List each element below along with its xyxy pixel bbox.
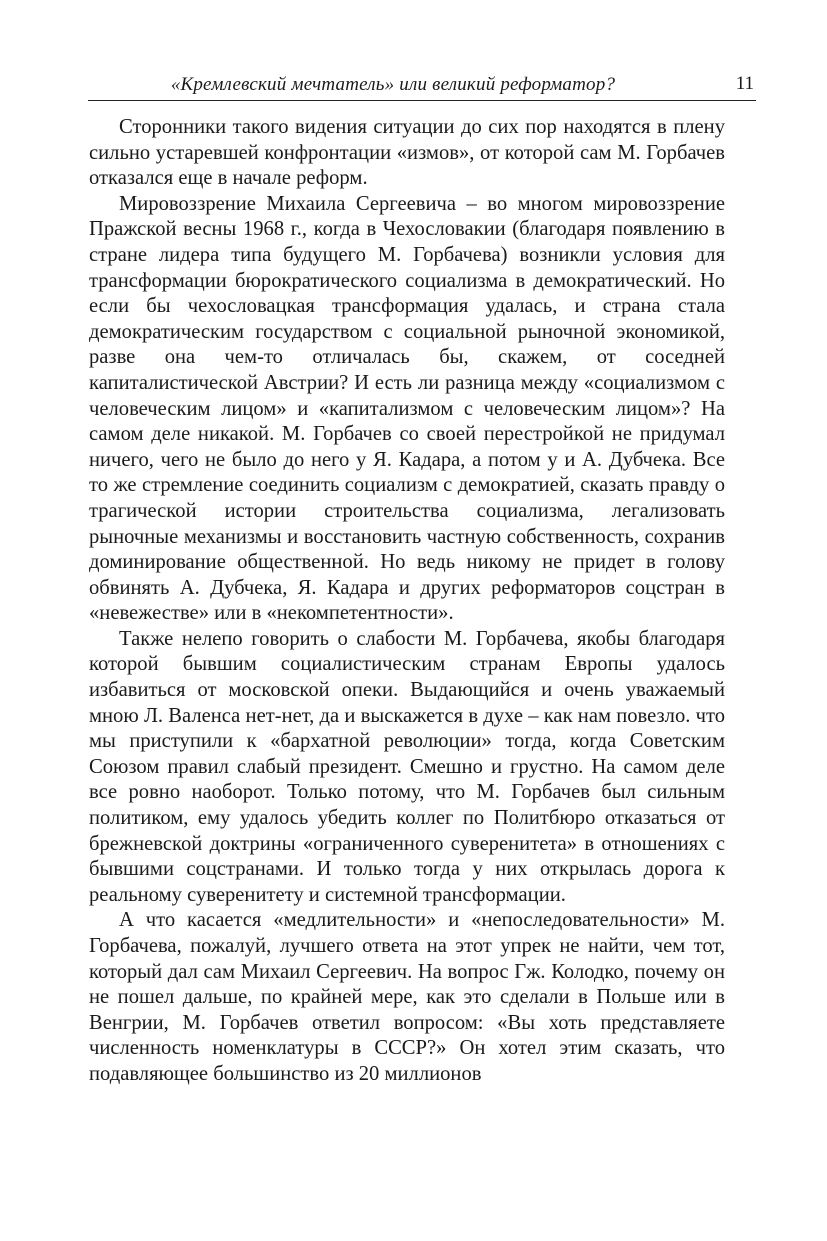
body-text [89, 115, 725, 1088]
paragraph: Также нелепо говорить о слабости М. Горбачева, якобы благодаря которой бывшим социалистическим странам Европы удалось избавиться от московской опеки. Выдающийся и очень уважаемый мною Л. Валенса нет-нет, да и выскажется в духе – как нам повезло. что мы приступили к «бархатной революции» тогда, когда Советским Союзом правил слабый президент. Смешно и грустно. На самом деле все ровно наоборот. Только потому, что М. Горбачев был сильным политиком, ему удалось убедить коллег по Политбюро отказаться от брежневской доктрины «ограниченного суверенитета» в отношениях с бывшими соцстранами. И только тогда у них открылась дорога к реальному суверенитету и системной трансформации. [89, 627, 725, 906]
page-number: 11 [735, 73, 754, 94]
running-header [88, 70, 756, 101]
paragraph: Сторонники такого видения ситуации до сих пор находятся в плену сильно устаревшей конфронтации «измов», от которой сам М. Горбачев отказался еще в начале реформ. [89, 116, 725, 190]
paragraph: Мировоззрение Михаила Сергеевича – во многом мировоззрение Пражской весны 1968 г., когда в Чехословакии (благодаря появлению в стране лидера типа будущего М. Горбачева) возникли условия для трансформации бюрократического социализма в демократический. Но если бы чехословацкая трансформация удалась, и страна стала демократическим государством с социальной рыночной экономикой, разве она чем-то отличалась бы, скажем, от соседней капиталистической Австрии? И есть ли разница между «социализмом с человеческим лицом» и «капитализмом с человеческим лицом»? На самом деле никакой. М. Горбачев со своей перестройкой не придумал ничего, чего не было до него у Я. Кадара, а потом у и А. Дубчека. Все то же стремление соединить социализм с демократией, сказать правду о трагической истории строительства социализма, легализовать рыночные механизмы и восстановить частную собственность, сохранив доминирование общественной. Но ведь никому не придет в голову обвинять А. Дубчека, Я. Кадара и других реформаторов соцстран в «невежестве» или в «некомпетентности». [89, 192, 725, 625]
running-title: «Кремлевский мечтатель» или великий реформатор? [170, 74, 616, 95]
paragraph: А что касается «медлительности» и «непоследовательности» М. Горбачева, пожалуй, лучшего ответа на этот упрек не найти, чем тот, который дал сам Михаил Сергеевич. На вопрос Гж. Колодко, почему он не пошел дальше, по крайней мере, как это сделали в Польше или в Венгрии, М. Горбачев ответил вопросом: «Вы хоть представляете численность номенклатуры в СССР?» Он хотел этим сказать, что подавляющее большинство из 20 миллионов [89, 909, 725, 1085]
